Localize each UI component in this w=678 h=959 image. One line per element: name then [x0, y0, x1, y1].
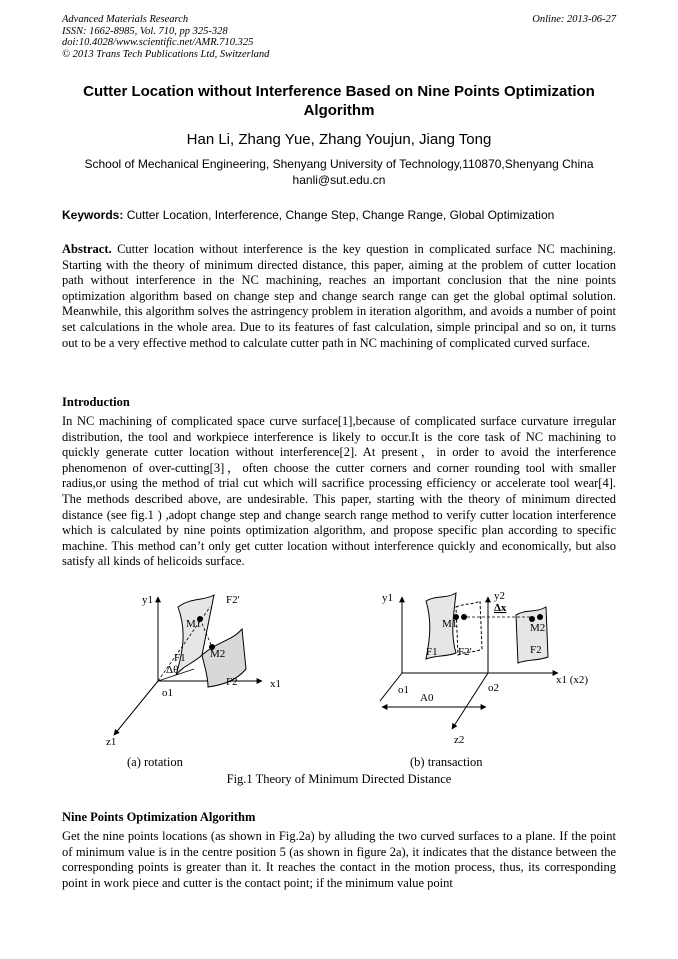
caption-b: (b) transaction [410, 755, 483, 769]
label-x1-a: x1 [270, 678, 281, 690]
journal-header [62, 14, 269, 60]
affiliation: School of Mechanical Engineering, Shenyang University of Technology,110870,Shenyang China [84, 157, 594, 171]
label-ax-b: Δx [494, 602, 507, 614]
affiliation-block [62, 156, 616, 188]
figure-a-rotation [106, 594, 281, 748]
label-z1-a: z1 [106, 736, 117, 748]
nine-points-text: Get the nine points locations (as shown in Fig.2a) by alluding the two curved surfaces to a plane. If the point of minimum value is in the centre position 5 (as shown in figure 2a), it indicates that the distance between the corresponding points is greater than it. It reaches the contact in the motion process, thus, its corresponding point in work piece and cutter is the contact point; if the minimum value point [62, 829, 616, 890]
keywords [62, 208, 616, 222]
label-m1-b: M1 [442, 618, 458, 630]
label-y2-b: y2 [494, 590, 505, 602]
label-f2p-a: F2' [226, 594, 240, 606]
abstract-label: Abstract. [62, 242, 112, 256]
label-z2-b: z2 [454, 734, 465, 746]
keywords-label: Keywords: [62, 208, 124, 222]
title-line-1: Cutter Location without Interference Based on Nine Points Optimization [83, 83, 595, 100]
label-o1-a: o1 [162, 687, 173, 699]
authors: Han Li, Zhang Yue, Zhang Youjun, Jiang Tong [186, 131, 492, 148]
label-y1-a: y1 [142, 594, 153, 606]
figure-1 [90, 583, 590, 758]
label-a0-b: A0 [420, 692, 434, 704]
label-y1-b: y1 [382, 592, 393, 604]
axis-z2-b [452, 673, 488, 729]
caption-a: (a) rotation [127, 755, 183, 769]
label-delta-a: Δθ [166, 664, 179, 676]
label-x-b: x1 (x2) [556, 674, 589, 686]
doi-line: doi:10.4028/www.scientific.net/AMR.710.325 [62, 37, 254, 48]
intro-text: In NC machining of complicated space curve surface[1],because of complicated surface curvature irregular distribution, the tool and workpiece interference is likely to occur.It is the core task of NC machining to quickly generate cutter location without interference[2]. At present，in order to avoid the interference phenomenon of over-cutting[3]，often choose the cutter corners and corner rounding tool with smaller radius,or using the method of trial cut which will sacrifice processing efficiency or accelerate tool wear[4]. The methods described above, are undesirable. This paper, starting with the theory of minimum directed distance (see fig.1 ) ,adopt change step and change search range method to verify cutter location interference which is calculated by nine points optimization algorithm, and propose specific plan according to specific machine. This method can’t only get cutter location without interference quickly and economically, but also satisfy all kinds of helicoids surface. [62, 414, 616, 569]
nine-points-heading: Nine Points Optimization Algorithm [62, 810, 256, 824]
label-m1-a: M1 [186, 618, 202, 630]
label-m2-b: M2 [530, 622, 546, 634]
label-m2-a: M2 [210, 648, 226, 660]
axis-z1-a [114, 681, 158, 735]
label-f2-b: F2 [530, 644, 542, 656]
figure-b-transaction [380, 590, 588, 746]
issn-line: ISSN: 1662-8985, Vol. 710, pp 325-328 [62, 25, 228, 37]
abstract-text: Cutter location without interference is the key question in complicated surface NC machining. Starting with the theory of minimum directed distance, this paper, aiming at the problem of cutter location path without interference in the NC machining, reaches an important conclusion that the nine points optimization algorithm based on change step and change search range can get the global optimal solution. Meanwhile, this algorithm solves the astringency problem in iteration algorithm, and avoids a number of point set calculations in the whole area. Due to its features of fast calculation, simple principal and so on, it turns out to be a very effective method to calculate cutter path in NC machining of complicated curved surface. [62, 242, 616, 350]
title-line-2: Algorithm [303, 102, 375, 119]
intro-heading: Introduction [62, 395, 130, 409]
journal-name: Advanced Materials Research [62, 14, 189, 25]
copyright-line: © 2013 Trans Tech Publications Ltd, Switzerland [62, 48, 270, 60]
label-f1-a: F1 [174, 652, 186, 664]
label-f2p-b: F2' [458, 646, 472, 658]
label-o1-b: o1 [398, 684, 409, 696]
paper-title [62, 82, 616, 120]
online-date: Online: 2013-06-27 [532, 14, 616, 25]
keywords-text: Cutter Location, Interference, Change Step, Change Range, Global Optimization [126, 208, 555, 222]
point-m2p-b [537, 614, 543, 620]
label-f2-a: F2 [226, 676, 238, 688]
email: hanli@sut.edu.cn [292, 173, 386, 187]
figure-caption: Fig.1 Theory of Minimum Directed Distance [226, 772, 452, 786]
label-f1-b: F1 [426, 646, 438, 658]
label-o2-b: o2 [488, 682, 499, 694]
point-m1p-b [461, 614, 467, 620]
abstract [62, 242, 616, 351]
